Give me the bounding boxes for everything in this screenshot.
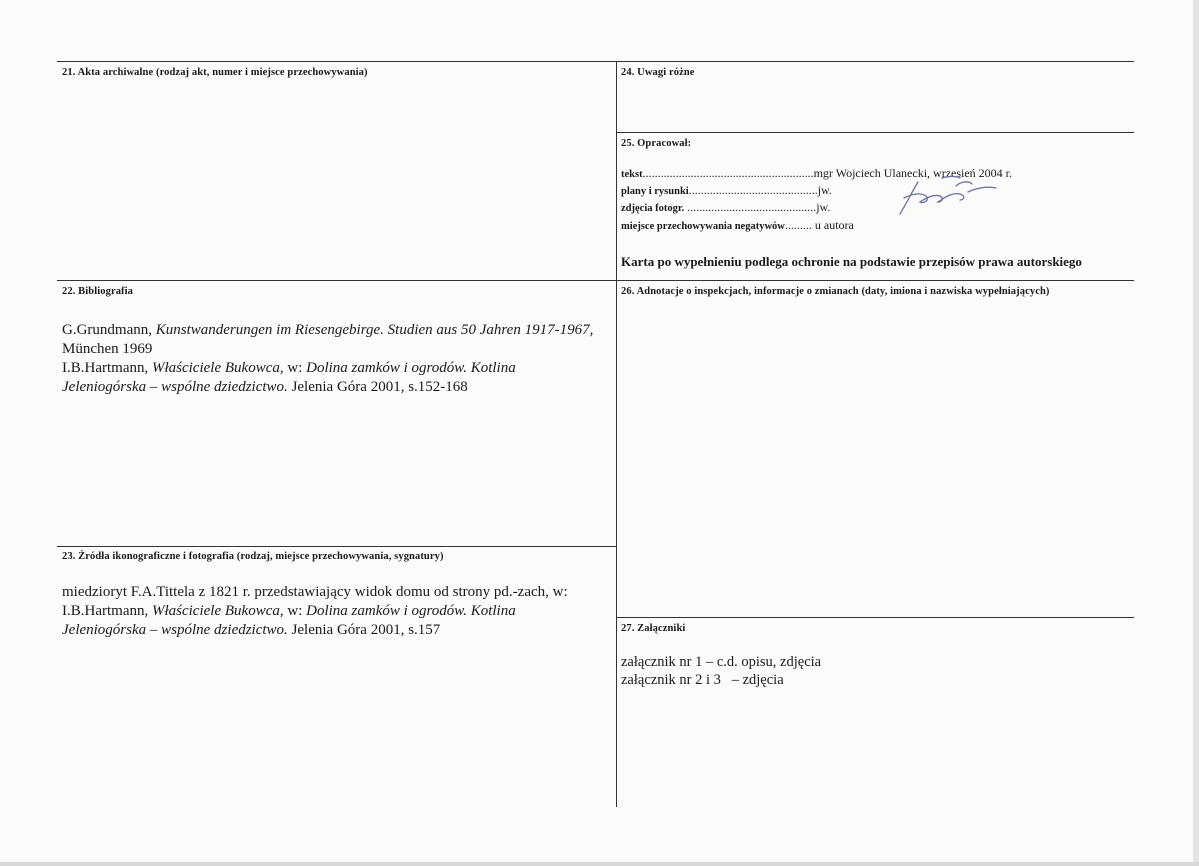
row-dots: ......................................................... — [642, 166, 814, 180]
author-row-plans — [621, 183, 832, 199]
iconography-line: miedzioryt F.A.Tittela z 1821 r. przedstawiający widok domu od strony pd.-zach, w: — [62, 584, 568, 600]
entry-author: I.B.Hartmann, — [62, 360, 152, 376]
row-label: plany i rysunki — [621, 186, 689, 197]
section-27-title: 27. Załączniki — [621, 623, 686, 634]
entry-volume: Dolina zamków i ogrodów. Kotlina Jeleniogórska – wspólne dziedzictwo. — [62, 603, 516, 638]
entry-author: G.Grundmann, — [62, 322, 156, 338]
row-value: mgr Wojciech Ulanecki, wrzesień 2004 r. — [813, 166, 1013, 180]
top-rule — [57, 61, 1134, 62]
page-edge-bottom — [0, 862, 1199, 866]
author-row-photos — [621, 200, 830, 216]
attachment-item: załącznik nr 2 i 3 – zdjęcia — [621, 672, 784, 688]
iconography-source — [62, 602, 598, 640]
bibliography-entry — [62, 321, 594, 359]
rule-27 — [616, 617, 1134, 618]
section-21-title: 21. Akta archiwalne (rodzaj akt, numer i miejsce przechowywania) — [62, 67, 368, 78]
section-25-title: 25. Opracował: — [621, 138, 692, 149]
rule-23 — [57, 546, 616, 547]
row-dots: ........................................... — [684, 200, 817, 214]
copyright-notice: Karta po wypełnieniu podlega ochronie na podstawie przepisów prawa autorskiego — [621, 254, 1082, 269]
page-edge-right — [1193, 0, 1199, 866]
entry-publication: Jelenia Góra 2001, s.157 — [287, 622, 441, 638]
row-value: u autora — [811, 218, 854, 232]
bibliography-list — [62, 321, 594, 397]
rule-25 — [616, 132, 1134, 133]
row-label: tekst — [621, 169, 643, 180]
row-label: zdjęcia fotogr. — [621, 203, 685, 214]
entry-author: I.B.Hartmann, — [62, 603, 152, 619]
entry-in: w: — [283, 360, 307, 376]
entry-volume: Dolina zamków i ogrodów. Kotlina Jeleniogórska – wspólne dziedzictwo. — [62, 360, 516, 395]
center-divider — [616, 61, 617, 807]
row-dots: ........................................... — [688, 183, 818, 197]
row-label: miejsce przechowywania negatywów — [621, 221, 785, 232]
entry-work: Właściciele Bukowca, — [151, 360, 284, 376]
section-23-title: 23. Źródła ikonograficzne i fotografia (rodzaj, miejsce przechowywania, sygnatury) — [62, 551, 444, 562]
handwritten-signature — [860, 168, 1000, 228]
entry-work: Właściciele Bukowca, — [151, 603, 284, 619]
rule-22-26 — [57, 280, 1134, 281]
attachment-item: załącznik nr 1 – c.d. opisu, zdjęcia — [621, 654, 822, 670]
author-row-negatives — [621, 218, 854, 234]
section-26-title: 26. Adnotacje o inspekcjach, informacje o zmianach (daty, imiona i nazwiska wypełniających) — [621, 286, 1050, 297]
row-value: jw. — [817, 183, 832, 197]
section-22-title: 22. Bibliografia — [62, 286, 134, 297]
row-dots: ......... — [784, 218, 812, 232]
section-24-title: 24. Uwagi różne — [621, 67, 695, 78]
entry-work: Kunstwanderungen im Riesengebirge. Studien aus 50 Jahren 1917-1967, — [155, 322, 594, 338]
entry-publication: Jelenia Góra 2001, s.152-168 — [287, 379, 468, 395]
iconography-text — [62, 583, 598, 640]
entry-publication: München 1969 — [62, 341, 153, 357]
bibliography-entry — [62, 359, 594, 397]
row-value: jw. — [816, 200, 831, 214]
entry-in: w: — [283, 603, 307, 619]
